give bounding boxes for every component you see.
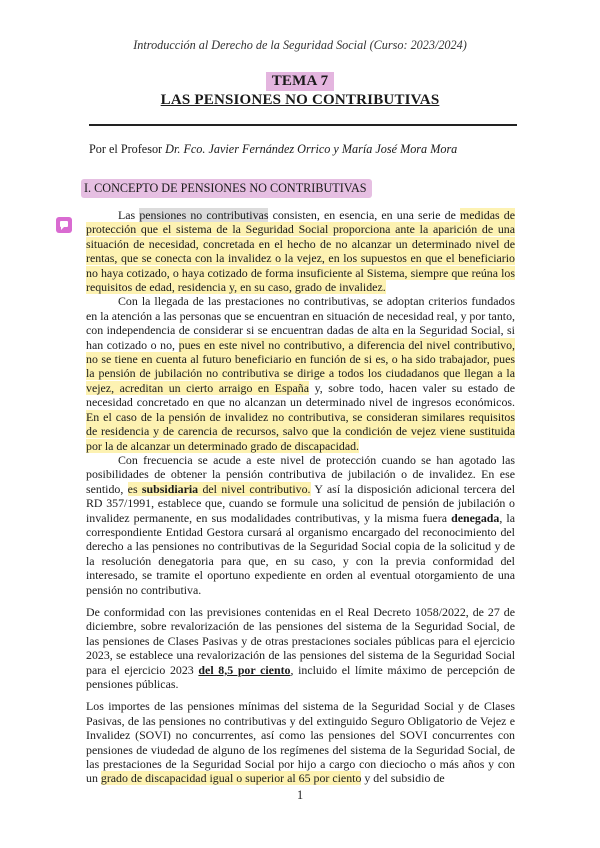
p5-highlight-yellow: grado de discapacidad igual o superior al 65 por ciento [100, 771, 362, 786]
chapter-title: LAS PENSIONES NO CONTRIBUTIVAS [160, 92, 440, 108]
section-heading: I. CONCEPTO DE PENSIONES NO CONTRIBUTIVAS [81, 179, 372, 198]
p2-highlight-yellow: En el caso de la pensión de invalidez no contributiva, se consideran similares requisitos de residencia y de carencia de recursos, salvo que la condición de vejez viene sustituida por la de alcanzar un determinado grado de discapacidad. [86, 409, 515, 453]
p2-text: y, sobre todo, hacen valer su estado de necesidad concretado en que no alcanzan un determinado nivel de ingresos económicos. [86, 380, 515, 410]
p3-text: , la correspondiente Entidad Gestora cursará al organismo encargado del reconocimiento del derecho a las pensiones no contributivas de la Seguridad Social copia de la solicitud y de la resolución denegatoria para que, en su caso, y con la previa conformidad del interesado, se tramite el oportuno expediente en orden al eventual otorgamiento de una pensión no contributiva. [86, 510, 516, 597]
authors-names: Dr. Fco. Javier Fernández Orrico y María José Mora Mora [165, 142, 458, 156]
p4-text: , incluido el límite máximo de percepción de pensiones públicas. [86, 662, 515, 691]
body-text [86, 208, 515, 786]
p3-text: Con frecuencia se acude a este nivel de protección cuando se han agotado las posibilidades de obtener la pensión contributiva de jubilación o de invalidez. En ese sentido, [86, 452, 515, 496]
p1-highlight-grey: pensiones no contributivas [139, 208, 269, 222]
p4-text: De conformidad con las previsiones contenidas en el Real Decreto 1058/2022, de 27 de diciembre, sobre revalorización de las pensiones del sistema de la Seguridad Social, de las pensiones de Clases Pasivas y de otras prestaciones sociales públicas para el ejercicio 2023, se establece una revalorización de las pensiones del sistema de la Seguridad Social para el ejercicio 2023 [86, 604, 515, 677]
comment-icon[interactable] [56, 217, 72, 233]
title-block [0, 72, 600, 109]
paragraph-1 [86, 208, 515, 294]
page-number: 1 [296, 788, 304, 802]
running-header: Introducción al Derecho de la Seguridad Social (Curso: 2023/2024) [133, 38, 467, 52]
p2-text: Con la llegada de las prestaciones no contributivas, se adoptan criterios fundados en la atención a las personas que se encuentran en situación de necesidad real, y por tanto, con independencia de considerar si se encuentran dadas de alta en la Seguridad Social, si han cotizado o no, [86, 294, 515, 352]
p1-text: consisten, en esencia, en una serie de [268, 208, 460, 222]
paragraph-2 [86, 294, 515, 452]
p3-highlight-yellow [128, 482, 311, 496]
p3-text: del nivel contributivo. [198, 481, 311, 496]
title-divider [89, 124, 517, 126]
p4-bold-underlined: del 8,5 por ciento [198, 662, 291, 677]
p3-text: Y así la disposición adicional tercera del RD 357/1991, establece que, cuando se formule una solicitud de pensión de jubilación o invalidez permanente, en sus modalidades contributivas, y la misma fuera [86, 481, 515, 525]
chapter-number: TEMA 7 [266, 72, 335, 91]
p5-text: Los importes de las pensiones mínimas del sistema de la Seguridad Social y de Clases Pasivas, de las pensiones no contributivas y del extinguido Seguro Obligatorio de Vejez e Invalidez (SOVI) no concurrentes, así como las pensiones del SOVI concurrentes con pensiones de viudedad de alguno de los regímenes del sistema de la Seguridad Social, de las prestaciones de la Seguridad Social por hijo a cargo con dieciocho o más años y con un [86, 699, 515, 786]
authors-prefix: Por el Profesor [89, 142, 166, 156]
p5-text: y del subsidio de [361, 771, 445, 786]
paragraph-5 [86, 699, 515, 785]
paragraph-3 [86, 453, 515, 597]
authors-line [89, 142, 457, 157]
p3-bold-term: denegada [451, 510, 500, 525]
p1-text: Las [118, 208, 140, 222]
p2-highlight-yellow: pues en este nivel no contributivo, a diferencia del nivel contributivo, no se tiene en cuenta al futuro beneficiario en función de si es, o ha sido trabajador, pues la pensión de jubilación no contributiva se dirige a todos los ciudadanos que llegan a la vejez, acreditan un cierto arraigo en España [86, 337, 515, 395]
p1-highlight-yellow: medidas de protección que el sistema de la Seguridad Social proporciona ante la aparición de una situación de necesidad, concretada en el hecho de no alcanzar un determinado nivel de rentas, que se conecta con la invalidez o la vejez, en los supuestos en que el beneficiario no haya cotizado, o haya cotizado de forma insuficiente al Sistema, siempre que reúna los requisitos de edad, residencia y, en su caso, grado de invalidez. [86, 208, 515, 295]
p3-bold-term: subsidiaria [141, 481, 199, 496]
paragraph-4 [86, 605, 515, 691]
p3-text: es [127, 481, 142, 496]
